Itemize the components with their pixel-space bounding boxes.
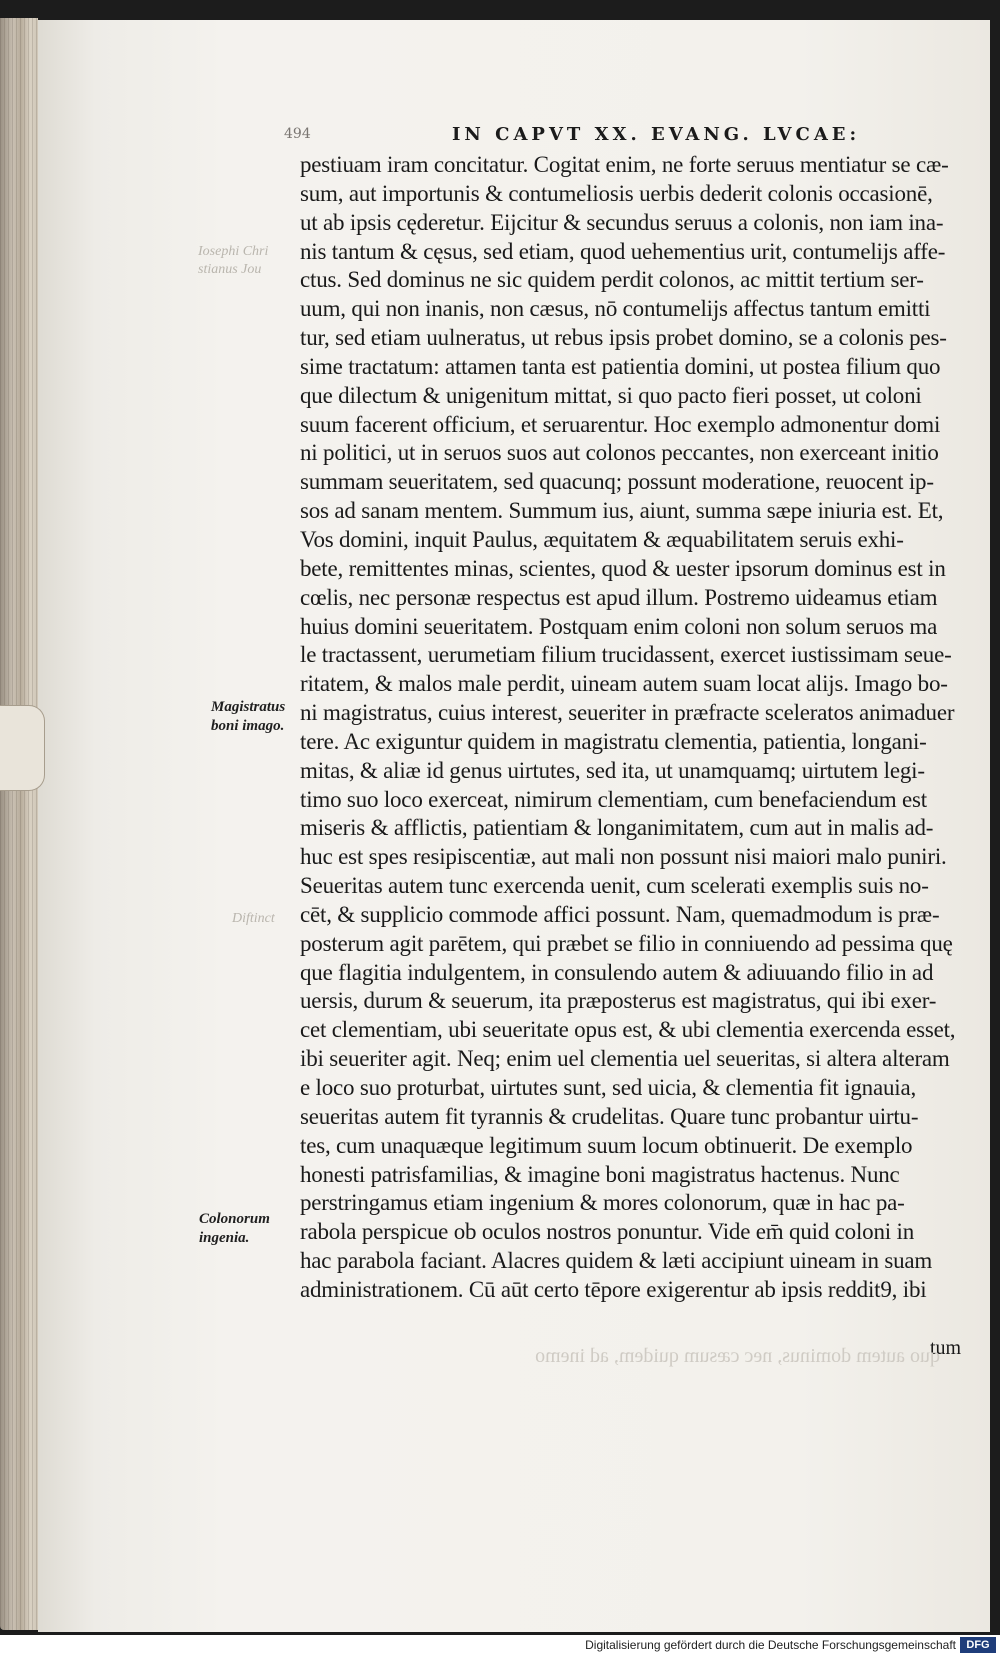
text-line: pestiuam iram concitatur. Cogitat enim, ne forte seruus mentiatur se cæ- (300, 152, 949, 177)
text-line: ni magistratus, cuius interest, seueriter in præfracte sceleratos animaduer (300, 700, 955, 726)
text-line: cēt, & supplicio commode affici possunt. Nam, quemadmodum is præ- (300, 901, 940, 927)
body-text (300, 151, 990, 1305)
text-line: ut ab ipsis cęderetur. Eijcitur & secundus seruus a colonis, non iam ina- (300, 209, 944, 235)
book-page-edges (0, 18, 38, 1630)
text-line: que dilectum & unigenitum mittat, si quo pacto fieri posset, ut coloni (300, 382, 922, 408)
text-line: hac parabola faciant. Alacres quidem & læti accipiunt uineam in suam (300, 1248, 933, 1274)
faint-line: Iosephi Chri (198, 244, 269, 259)
text-line: honesti patrisfamilias, & imagine boni magistratus hactenus. Nunc (300, 1161, 900, 1187)
text-line: summam seueritatem, sed quacunq; possunt moderatione, reuocent ip- (300, 469, 934, 495)
bookmark-tab (0, 705, 45, 791)
text-line: huius domini seueritatem. Postquam enim coloni non solum seruos ma (300, 613, 938, 639)
marginal-line: Colonorum (199, 1211, 270, 1227)
text-line: tere. Ac exiguntur quidem in magistratu clementia, patientia, longani- (300, 728, 927, 754)
marginal-line: Magistratus (211, 699, 286, 715)
text-line: que flagitia indulgentem, in consulendo autem & adiuuando filio in ad (300, 959, 934, 985)
text-line: sime tractatum: attamen tanta est patientia domini, ut postea filium quo (300, 353, 941, 379)
text-line: ctus. Sed dominus ne sic quidem perdit colonos, ac mittit tertium ser- (300, 267, 924, 293)
faint-line: stianus Jou (198, 262, 262, 277)
text-line: miseris & afflictis, patientiam & longanimitatem, cum aut in malis ad- (300, 815, 934, 841)
text-line: Vos domini, inquit Paulus, æquitatem & æquabilitatem seruis exhi- (300, 526, 904, 552)
page-number: 494 (284, 126, 311, 142)
text-line: tur, sed etiam uulneratus, ut rebus ipsis probet domino, se a colonis pes- (300, 325, 947, 351)
text-line: cœlis, nec personæ respectus est apud illum. Postremo uideamus etiam (300, 584, 938, 610)
text-line: administrationem. Cū aūt certo tēpore exigerentur ab ipsis reddit9, ibi (300, 1276, 927, 1302)
marginal-note-magistratus (211, 698, 285, 736)
marginal-line: boni imago. (211, 718, 285, 734)
text-line: le tractassent, uerumetiam filium trucidassent, exercet iustissimam seue- (300, 642, 952, 668)
text-line: sum, aut importunis & contumeliosis uerbis dederit colonis occasionē, (300, 180, 933, 206)
text-line: sos ad sanam mentem. Summum ius, aiunt, summa sæpe iniuria est. Et, (300, 498, 944, 524)
text-line: ritatem, & malos male perdit, uineam autem suam locat alijs. Imago bo- (300, 671, 948, 697)
text-line: ni politici, ut in seruos suos aut colonos peccantes, non exerceant initio (300, 440, 939, 466)
faint-marginal-note-2 (232, 910, 275, 928)
text-line: ibi seueriter agit. Neq; enim uel clementia uel seueritas, si altera alteram (300, 1046, 950, 1072)
text-line: uum, qui non inanis, non cæsus, nō contumelijs affectus tantum emitti (300, 296, 931, 322)
running-head: IN CAPVT XX. EVANG. LVCAE: (452, 124, 861, 145)
text-line: uersis, durum & seuerum, ita præposterus est magistratus, qui ibi exer- (300, 988, 937, 1014)
faint-line: Diftinct (232, 911, 275, 926)
text-line: seueritas autem fit tyrannis & crudelitas. Quare tunc probantur uirtu- (300, 1103, 919, 1129)
dfg-logo: DFG (960, 1637, 996, 1653)
text-line: mitas, & aliæ id genus uirtutes, sed ita, ut unamquamq; uirtutem legi- (300, 757, 925, 783)
text-line: perstringamus etiam ingenium & mores colonorum, quæ in hac pa- (300, 1190, 905, 1216)
text-line: e loco suo proturbat, uirtutes sunt, sed uicia, & clementia fit ignauia, (300, 1075, 917, 1100)
marginal-note-colonorum (199, 1210, 270, 1248)
text-line: suum facerent officium, et seruarentur. Hoc exemplo admonentur domi (300, 411, 941, 437)
text-line: posterum agit parētem, qui præbet se filio in conniuendo ad pessima quę (300, 930, 953, 956)
faint-marginal-note (198, 243, 268, 279)
text-line: timo suo loco exerceat, nimirum clementiam, cum benefaciendum est (300, 786, 927, 812)
text-line: rabola perspicue ob oculos nostros ponuntur. Vide em̄ quid coloni in (300, 1219, 915, 1245)
marginal-line: ingenia. (199, 1230, 250, 1246)
digitization-credit: Digitalisierung gefördert durch die Deutsche Forschungsgemeinschaft (585, 1638, 956, 1652)
text-line: huc est spes resipiscentiæ, aut mali non possunt nisi maiori malo puniri. (300, 844, 947, 870)
text-line: cet clementiam, ubi seueritate opus est, & ubi clementia exercenda esset, (300, 1017, 956, 1043)
bleed-through-text: quo autem dominus, nec cæsum quidem, ad inemo (535, 1345, 940, 1367)
text-line: nis tantum & cęsus, sed etiam, quod uehementius urit, contumelijs affe- (300, 238, 946, 264)
text-line: Seueritas autem tunc exercenda uenit, cum scelerati exemplis suis no- (300, 873, 929, 899)
catchword: tum (930, 1337, 962, 1359)
text-line: bete, remittentes minas, scientes, quod & uester ipsorum dominus est in (300, 555, 946, 581)
text-line: tes, cum unaquæque legitimum suum locum obtinuerit. De exemplo (300, 1132, 913, 1158)
